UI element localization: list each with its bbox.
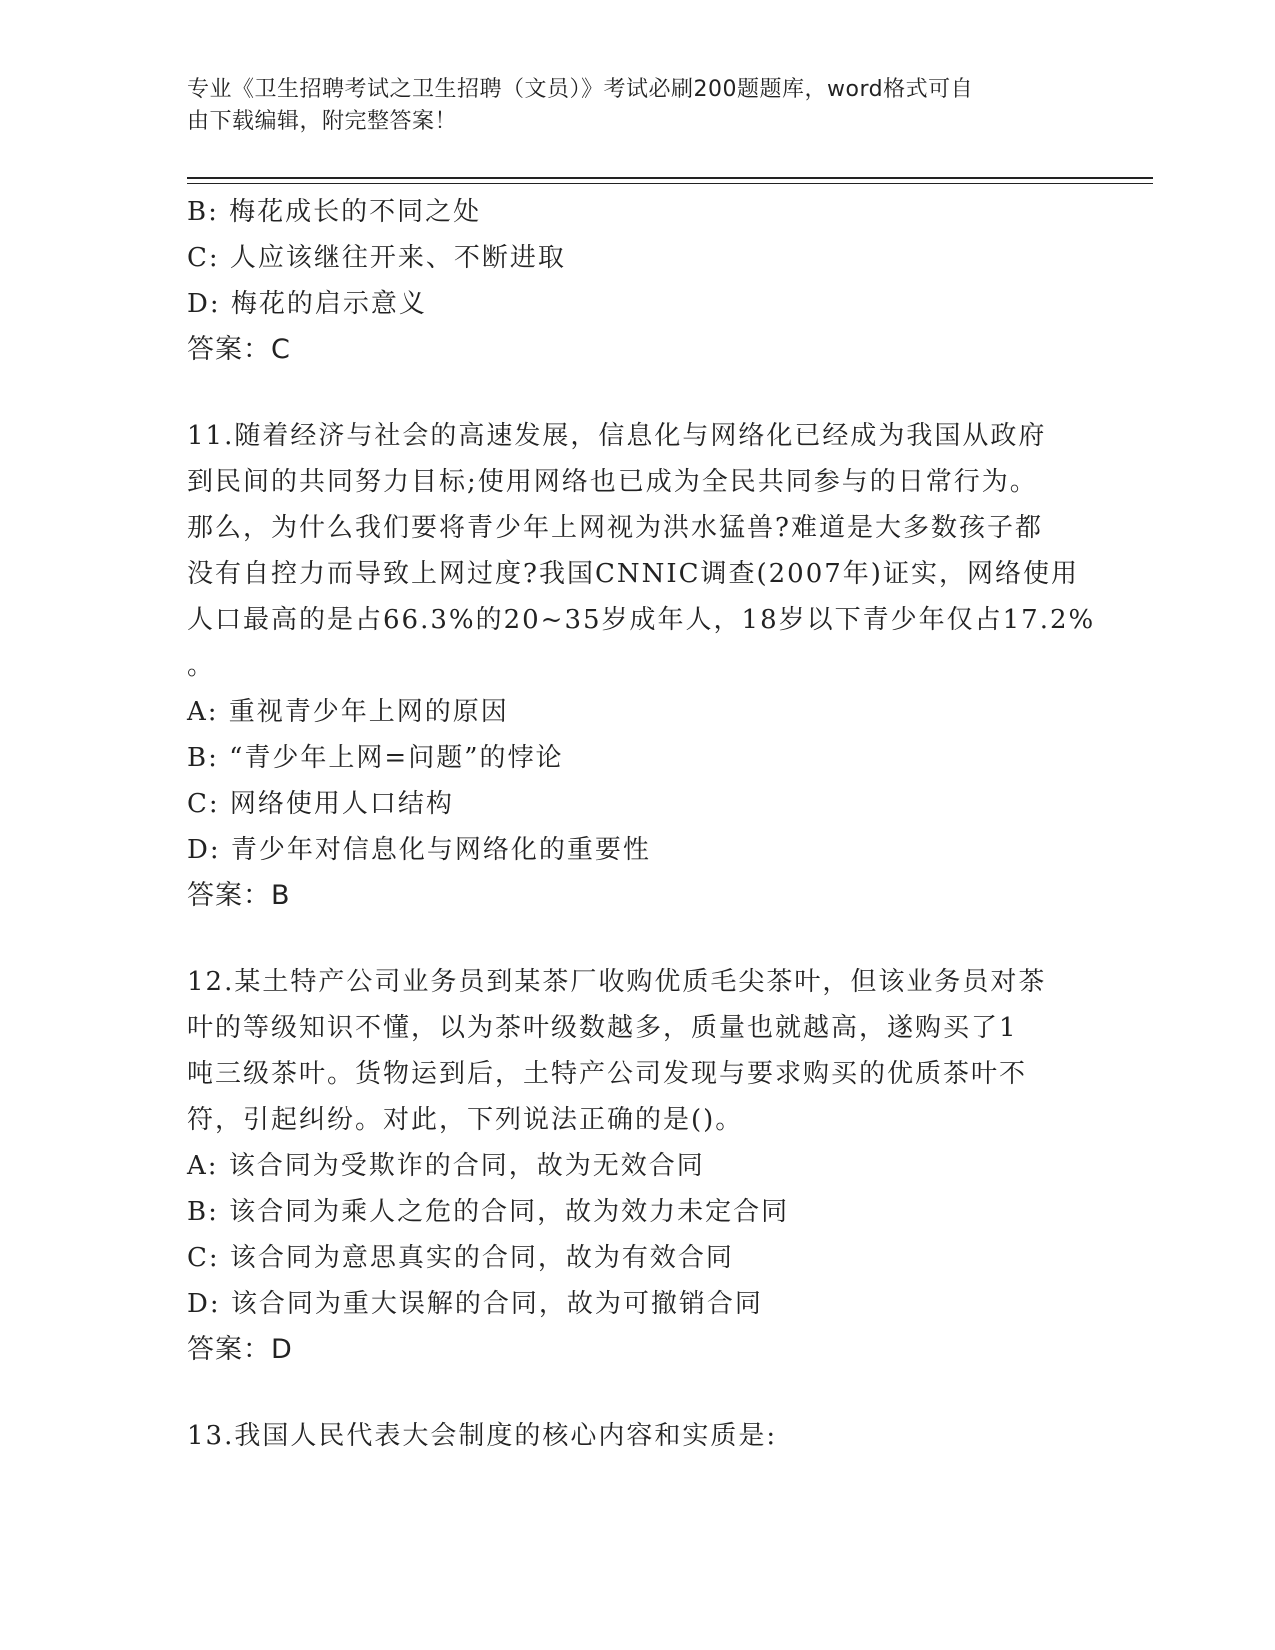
- option-c: C: 该合同为意思真实的合同，故为有效合同: [187, 1243, 734, 1273]
- option-b: B: 该合同为乘人之危的合同，故为效力未定合同: [187, 1197, 790, 1227]
- question-12-line: 吨三级茶叶。货物运到后，土特产公司发现与要求购买的优质茶叶不: [187, 1059, 1028, 1089]
- option-d: D: 梅花的启示意义: [187, 289, 427, 319]
- document-body: [187, 189, 1096, 1459]
- option-a: A: 重视青少年上网的原因: [187, 697, 509, 727]
- question-11-line: 没有自控力而导致上网过度?我国CNNIC调查(2007年)证实，网络使用: [187, 559, 1079, 589]
- option-c: C: 网络使用人口结构: [187, 789, 454, 819]
- question-11-line: 11.随着经济与社会的高速发展，信息化与网络化已经成为我国从政府: [187, 421, 1047, 451]
- option-d: D: 该合同为重大误解的合同，故为可撤销合同: [187, 1289, 763, 1319]
- question-11-line: 人口最高的是占66.3%的20~35岁成年人，18岁以下青少年仅占17.2%: [187, 605, 1096, 635]
- question-12-line: 12.某土特产公司业务员到某茶厂收购优质毛尖茶叶，但该业务员对茶: [187, 967, 1047, 997]
- question-12: [187, 959, 1087, 1373]
- option-a: A: 该合同为受欺诈的合同，故为无效合同: [187, 1151, 705, 1181]
- question-11-answer: 答案：B: [187, 880, 291, 911]
- document-header: [187, 74, 1087, 138]
- question-12-line: 符，引起纠纷。对此，下列说法正确的是()。: [187, 1105, 744, 1135]
- question-12-line: 叶的等级知识不懂，以为茶叶级数越多，质量也就越高，遂购买了1: [187, 1013, 1018, 1043]
- option-b: B: “青少年上网=问题”的悖论: [187, 743, 564, 773]
- option-b: B: 梅花成长的不同之处: [187, 197, 482, 227]
- question-10-options: [187, 189, 1087, 327]
- option-c: C: 人应该继往开来、不断进取: [187, 243, 566, 273]
- question-10-answer: 答案：C: [187, 334, 291, 365]
- question-11-line: 。: [187, 651, 216, 681]
- question-11-line: 到民间的共同努力目标;使用网络也已成为全民共同参与的日常行为。: [187, 467, 1038, 497]
- header-line-1: 专业《卫生招聘考试之卫生招聘（文员）》考试必刷200题题库，word格式可自: [187, 77, 974, 102]
- header-rule-thin: [187, 183, 1153, 184]
- question-11-line: 那么，为什么我们要将青少年上网视为洪水猛兽?难道是大多数孩子都: [187, 513, 1043, 543]
- header-line-2: 由下载编辑，附完整答案！: [187, 109, 458, 134]
- option-d: D: 青少年对信息化与网络化的重要性: [187, 835, 651, 865]
- question-13-line: 13.我国人民代表大会制度的核心内容和实质是:: [187, 1421, 778, 1451]
- header-rule-thick: [187, 177, 1153, 179]
- question-12-answer: 答案：D: [187, 1334, 293, 1365]
- question-11: [187, 413, 1096, 919]
- question-13: [187, 1413, 1087, 1459]
